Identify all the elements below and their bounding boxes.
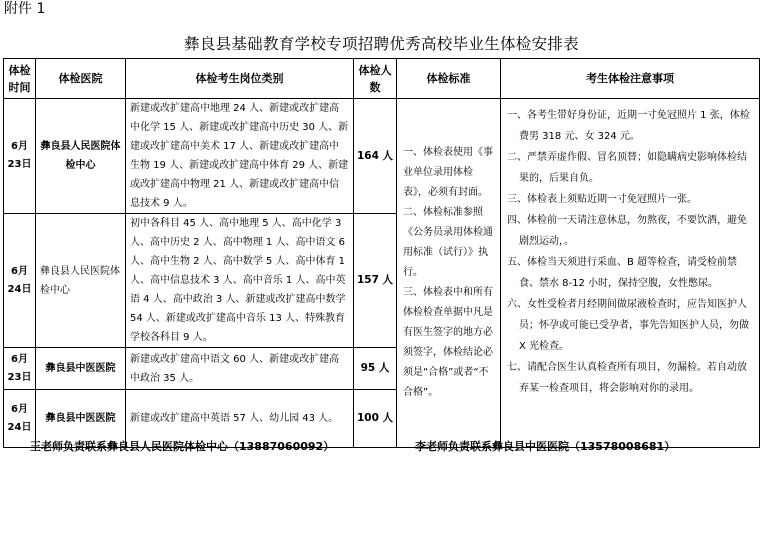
attachment-label: 附件 1: [4, 1, 46, 17]
exam-standard-cell: [397, 99, 501, 448]
row-hospital: 彝良县人民医院体检中心: [36, 99, 126, 214]
note-item: 六、女性受检者月经期间做尿液检查时，应告知医护人员；怀孕或可能已受孕者，事先告知医护人员，勿做 X 光检查。: [507, 299, 749, 352]
row-category: 初中各科目 45 人、高中地理 5 人、高中化学 3 人、高中历史 2 人、高中物理 1 人、高中语文 6 人、高中生物 2 人、高中数学 5 人、高中体育 1 人、高中信息技术 3 人、高中音乐 1 人、高中英语 4 人、高中政治 3 人、新建或改扩建高中数学 54 人、新建或改扩建高中音乐 13 人、特殊教育学校各科目 9 人。: [126, 214, 354, 348]
exam-notes-cell: [501, 99, 760, 448]
table-row: [4, 99, 760, 214]
row-count: 164 人: [354, 99, 397, 214]
note-item: 一、各考生带好身份证，近期一寸免冠照片 1 张，体检费男 318 元、女 324 元。: [507, 110, 750, 142]
row-date: 6月24日: [4, 390, 36, 448]
row-date: 6月24日: [4, 214, 36, 348]
row-category: 新建或改扩建高中地理 24 人、新建或改扩建高中化学 15 人、新建或改扩建高中历史 30 人、新建或改扩建高中美术 17 人、新建或改扩建高中生物 19 人、新建或改扩建高中体育 29 人、新建或改扩建高中物理 21 人、新建或改扩建高中信息技术 9 人。: [126, 99, 354, 214]
page-title: 彝良县基础教育学校专项招聘优秀高校毕业生体检安排表: [183, 35, 579, 53]
row-hospital: 彝良县中医医院: [36, 348, 126, 390]
contact-people-hospital: 王老师负责联系彝良县人民医院体检中心（13887060092）: [30, 440, 335, 453]
row-count: 157 人: [354, 214, 397, 348]
header-notes: 考生体检注意事项: [501, 59, 760, 99]
contact-tcm-hospital: 李老师负责联系彝良县中医医院（13578008681）: [415, 440, 676, 453]
header-hospital: 体检医院: [36, 59, 126, 99]
standard-item: 一、体检表使用《事业单位录用体检表》，必须有封面。: [403, 147, 493, 198]
note-item: 七、请配合医生认真检查所有项目，勿漏检。若自动放弃某一检查项目，将会影响对你的录用。: [507, 362, 747, 394]
row-category: 新建或改扩建高中英语 57 人、幼儿园 43 人。: [126, 390, 354, 448]
row-count: 95 人: [354, 348, 397, 390]
row-date: 6月23日: [4, 348, 36, 390]
header-count: 体检人数: [354, 59, 397, 99]
row-category: 新建或改扩建高中语文 60 人、新建或改扩建高中政治 35 人。: [126, 348, 354, 390]
header-standard: 体检标准: [397, 59, 501, 99]
exam-schedule-table: [3, 58, 760, 448]
note-item: 三、体检表上须贴近期一寸免冠照片一张。: [507, 194, 697, 205]
table-header-row: [4, 59, 760, 99]
row-hospital: 彝良县人民医院体检中心: [36, 214, 126, 348]
standard-item: 二、体检标准参照《公务员录用体检通用标准（试行）》执行。: [403, 207, 493, 278]
row-count: 100 人: [354, 390, 397, 448]
standard-item: 三、体检表中和所有体检检查单据中凡是有医生签字的地方必须签字，体检结论必须是“合格”或者“不合格”。: [403, 287, 493, 398]
header-time: 体检时间: [4, 59, 36, 99]
note-item: 二、严禁弄虚作假、冒名顶替；如隐瞒病史影响体检结果的，后果自负。: [507, 152, 747, 184]
row-date: 6月23日: [4, 99, 36, 214]
row-hospital: 彝良县中医医院: [36, 390, 126, 448]
note-item: 五、体检当天须进行采血、B 超等检查，请受检前禁食、禁水 8-12 小时，保持空腹，女性憋尿。: [507, 257, 738, 289]
note-item: 四、体检前一天请注意休息，勿熬夜，不要饮酒，避免剧烈运动，。: [507, 215, 747, 247]
header-category: 体检考生岗位类别: [126, 59, 354, 99]
